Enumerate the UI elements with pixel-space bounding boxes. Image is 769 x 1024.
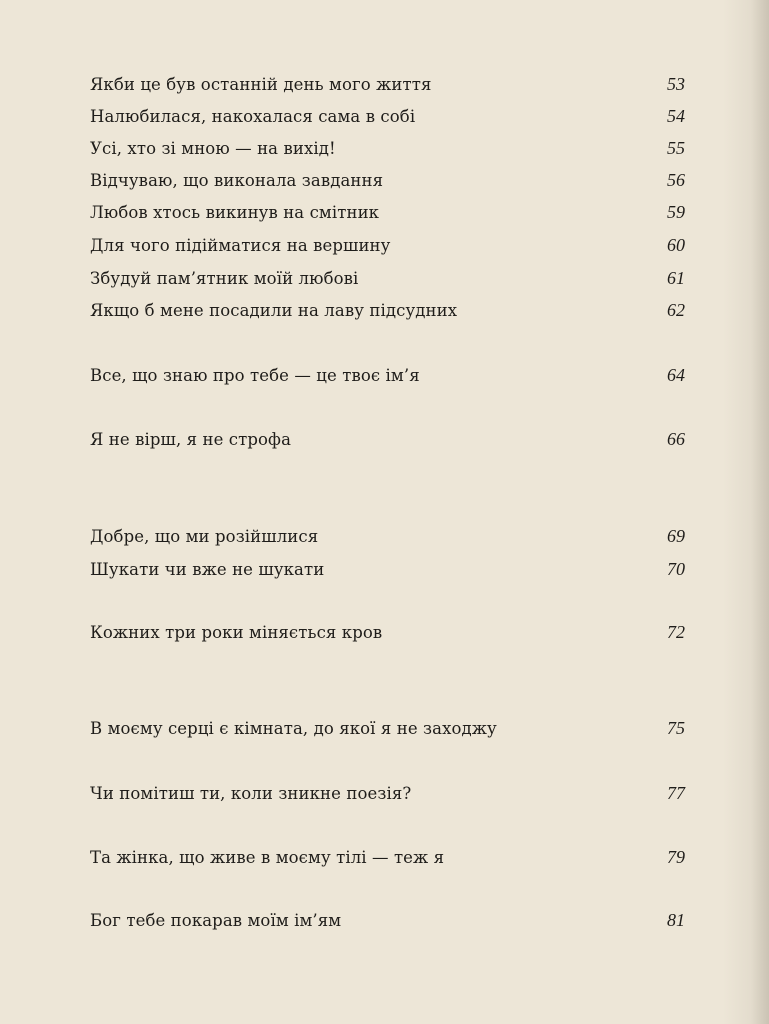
toc-entry-title: Чи помітиш ти, коли зникне поезія? bbox=[90, 784, 412, 803]
toc-entry bbox=[90, 74, 685, 98]
toc-entry-page-number: 53 bbox=[667, 74, 685, 94]
toc-entry-title: Я не вірш, я не строфа bbox=[90, 430, 292, 449]
toc-entry-page-number: 81 bbox=[667, 910, 685, 930]
toc-entry bbox=[90, 202, 685, 226]
toc-entry-page-number: 72 bbox=[667, 622, 685, 642]
toc-entry-page-number: 60 bbox=[667, 235, 685, 255]
toc-entry-page-number: 62 bbox=[667, 300, 685, 320]
toc-entry-page-number: 61 bbox=[667, 268, 685, 288]
toc-entry bbox=[90, 559, 685, 583]
toc-entry-title: Збудуй пам’ятник моїй любові bbox=[90, 269, 359, 288]
toc-entry bbox=[90, 300, 685, 324]
toc-entry bbox=[90, 268, 685, 292]
page-edge-shadow bbox=[751, 0, 769, 1024]
toc-entry-page-number: 54 bbox=[667, 106, 685, 126]
toc-entry-title: Якщо б мене посадили на лаву підсудних bbox=[90, 301, 458, 320]
toc-entry-title: Все, що знаю про тебе — це твоє ім’я bbox=[90, 366, 420, 385]
toc-entry bbox=[90, 170, 685, 194]
toc-entry bbox=[90, 783, 685, 807]
toc-entry-title: Якби це був останній день мого життя bbox=[90, 75, 432, 94]
toc-entry-title: Для чого підійматися на вершину bbox=[90, 236, 391, 255]
toc-entry-title: Відчуваю, що виконала завдання bbox=[90, 171, 384, 190]
toc-entry bbox=[90, 910, 685, 934]
toc-entry-title: Добре, що ми розійшлися bbox=[90, 527, 319, 546]
toc-entry-title: В моєму серці є кімната, до якої я не заходжу bbox=[90, 719, 497, 738]
toc-entry bbox=[90, 235, 685, 259]
toc-entry-title: Любов хтось викинув на смітник bbox=[90, 203, 380, 222]
toc-entry-page-number: 59 bbox=[667, 202, 685, 222]
toc-entry bbox=[90, 429, 685, 453]
toc-entry-page-number: 66 bbox=[667, 429, 685, 449]
toc-entry-page-number: 70 bbox=[667, 559, 685, 579]
toc-entry-page-number: 55 bbox=[667, 138, 685, 158]
toc-entry bbox=[90, 138, 685, 162]
toc-entry bbox=[90, 718, 685, 742]
toc-entry bbox=[90, 365, 685, 389]
toc-entry-title: Та жінка, що живе в моєму тілі — теж я bbox=[90, 848, 445, 867]
toc-entry-page-number: 77 bbox=[667, 783, 685, 803]
toc-entry-title: Бог тебе покарав моїм ім’ям bbox=[90, 911, 342, 930]
toc-entry-title: Налюбилася, накохалася сама в собі bbox=[90, 107, 416, 126]
toc-entry-page-number: 69 bbox=[667, 526, 685, 546]
toc-entry bbox=[90, 847, 685, 871]
toc-entry-title: Шукати чи вже не шукати bbox=[90, 560, 325, 579]
toc-entry-page-number: 79 bbox=[667, 847, 685, 867]
toc-entry bbox=[90, 622, 685, 646]
toc-entry-title: Кожних три роки міняється кров bbox=[90, 623, 383, 642]
toc-entry-page-number: 75 bbox=[667, 718, 685, 738]
toc-entry-page-number: 64 bbox=[667, 365, 685, 385]
toc-entry bbox=[90, 106, 685, 130]
toc-entry-title: Усі, хто зі мною — на вихід! bbox=[90, 139, 336, 158]
toc-entry-page-number: 56 bbox=[667, 170, 685, 190]
toc-entry bbox=[90, 526, 685, 550]
